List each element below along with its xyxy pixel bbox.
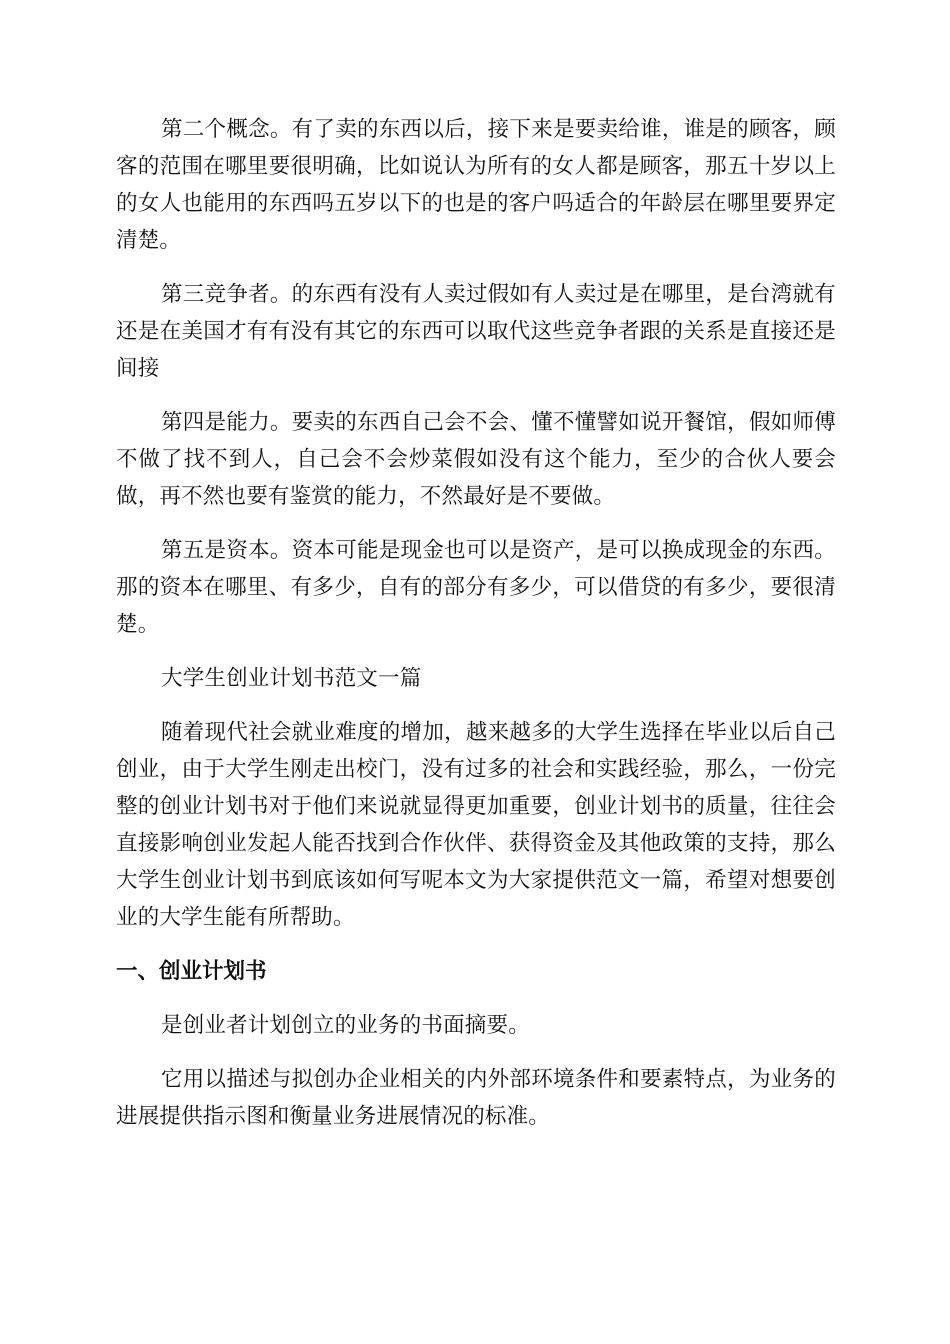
paragraph-gap bbox=[116, 643, 836, 660]
paragraph-intro: 随着现代社会就业难度的增加，越来越多的大学生选择在毕业以后自己创业，由于大学生刚走出校门，没有过多的社会和实践经验，那么，一份完整的创业计划书对于他们来说就显得更加重要，创业计划书的质量，往往会直接影响创业发起人能否找到合作伙伴、获得资金及其他政策的支持，那么大学生创业计划书到底该如何写呢本文为大家提供范文一篇，希望对想要创业的大学生能有所帮助。 bbox=[116, 720, 836, 930]
paragraph-definition: 是创业者计划创立的业务的书面摘要。 bbox=[161, 1013, 530, 1038]
paragraph-gap bbox=[116, 387, 836, 404]
paragraph-gap bbox=[116, 1044, 836, 1061]
paragraph-concept: 第二个概念。有了卖的东西以后，接下来是要卖给谁，谁是的顾客，顾客的范围在哪里要很明确，比如说认为所有的女人都是顾客，那五十岁以上的女人也能用的东西吗五岁以下的也是的客户吗适合的年龄层在哪里要界定清楚。 bbox=[116, 117, 836, 253]
paragraph-gap bbox=[116, 936, 836, 953]
paragraph-gap bbox=[116, 697, 836, 714]
paragraph-capital: 第五是资本。资本可能是现金也可以是资产，是可以换成现金的东西。那的资本在哪里、有多少，自有的部分有多少，可以借贷的有多少，要很清楚。 bbox=[116, 538, 836, 637]
subtitle-sample-plan: 大学生创业计划书范文一篇 bbox=[161, 666, 422, 691]
paragraph-competitors: 第三竞争者。的东西有没有人卖过假如有人卖过是在哪里，是台湾就有还是在美国才有有没有其它的东西可以取代这些竞争者跟的关系是直接还是间接 bbox=[116, 282, 836, 381]
section-heading-business-plan: 一、创业计划书 bbox=[116, 959, 267, 984]
paragraph-ability: 第四是能力。要卖的东西自己会不会、懂不懂譬如说开餐馆，假如师傅不做了找不到人，自己会不会炒菜假如没有这个能力，至少的合伙人要会做，再不然也要有鉴赏的能力，不然最好是不要做。 bbox=[116, 410, 836, 509]
document-page bbox=[116, 111, 836, 1135]
paragraph-gap bbox=[116, 259, 836, 276]
paragraph-purpose: 它用以描述与拟创办企业相关的内外部环境条件和要素特点，为业务的进展提供指示图和衡量业务进展情况的标准。 bbox=[116, 1067, 836, 1129]
paragraph-gap bbox=[116, 515, 836, 532]
paragraph-gap bbox=[116, 990, 836, 1007]
